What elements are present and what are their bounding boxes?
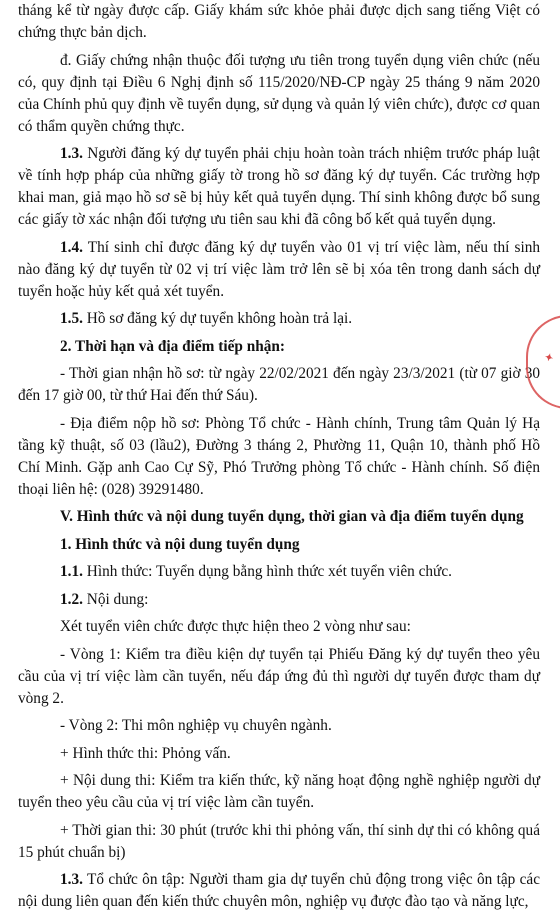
heading-form-content: 1. Hình thức và nội dung tuyển dụng [60, 535, 300, 553]
label-1-1: 1.1. [60, 563, 83, 580]
paragraph-receiving-time: - Thời gian nhận hồ sơ: từ ngày 22/02/2021 đến ngày 23/3/2021 (từ 07 giờ 30 đến 17 giờ 00, từ thứ Hai đến thứ Sáu). [18, 365, 540, 404]
paragraph-1-5-no-return [18, 308, 540, 330]
seal-mark-icon: ✦ [543, 352, 557, 363]
paragraph-exam-form: + Hình thức thi: Phỏng vấn. [60, 744, 231, 762]
text-1-3-review: Tổ chức ôn tập: Người tham gia dự tuyển chủ động trong việc ôn tập các nội dung liên quan đến kiến thức chuyên môn, nghiệp vụ được đào tạo và năng lực, [18, 871, 540, 910]
paragraph-round-2: - Vòng 2: Thi môn nghiệp vụ chuyên ngành. [60, 717, 332, 734]
paragraph-cert-translation: tháng kể từ ngày được cấp. Giấy khám sức khỏe phải được dịch sang tiếng Việt có chứng thực bản dịch. [18, 2, 540, 41]
heading-section-v: V. Hình thức và nội dung tuyển dụng, thời gian và địa điểm tuyển dụng [60, 508, 524, 525]
heading-deadline-location: 2. Thời hạn và địa điểm tiếp nhận: [60, 337, 285, 355]
paragraph-exam-content: + Nội dung thi: Kiểm tra kiến thức, kỹ năng hoạt động nghề nghiệp người dự tuyển theo yêu cầu của vị trí việc làm cần tuyển. [18, 772, 540, 811]
paragraph-two-rounds: Xét tuyển viên chức được thực hiện theo 2 vòng như sau: [60, 618, 411, 635]
label-1-2: 1.2. [60, 590, 83, 608]
paragraph-1-1-form [18, 561, 540, 583]
paragraph-round-1: - Vòng 1: Kiểm tra điều kiện dự tuyển tại Phiếu Đăng ký dự tuyển theo yêu cầu của vị trí việc làm cần tuyển, nếu đáp ứng đủ thì người dự tuyển được tham dự vòng 2. [18, 645, 540, 707]
label-1-5: 1.5. [60, 310, 83, 327]
paragraph-1-4-one-position [18, 237, 540, 303]
paragraph-1-3-responsibility [18, 143, 540, 231]
paragraph-submission-location: - Địa điểm nộp hồ sơ: Phòng Tổ chức - Hành chính, Trung tâm Quản lý Hạ tầng kỹ thuật, số 03 (lầu2), Đường 3 tháng 2, Phường 11, Quận 10, thành phố Hồ Chí Minh. Gặp anh Cao Cự Sỹ, Phó Trưởng phòng Tổ chức - Hành chính. Số điện thoại liên hệ: (028) 39291480. [18, 414, 540, 498]
label-1-4: 1.4. [60, 238, 83, 256]
label-1-3-review: 1.3. [60, 871, 83, 888]
paragraph-priority-cert: đ. Giấy chứng nhận thuộc đối tượng ưu tiên trong tuyển dụng viên chức (nếu có, quy định tại Điều 6 Nghị định số 115/2020/NĐ-CP ngày 25 tháng 9 năm 2020 của Chính phủ quy định về tuyển dụng, sử dụng và quản lý viên chức), được cơ quan có thẩm quyền chứng thực. [18, 51, 540, 135]
text-1-5: Hồ sơ đăng ký dự tuyển không hoàn trả lại. [82, 310, 353, 327]
text-1-1: Hình thức: Tuyển dụng bằng hình thức xét tuyển viên chức. [82, 563, 452, 580]
paragraph-exam-time: + Thời gian thi: 30 phút (trước khi thi phỏng vấn, thí sinh dự thi có không quá 15 phút chuẩn bị) [18, 821, 540, 861]
text-1-4: Thí sinh chỉ được đăng ký dự tuyển vào 01 vị trí việc làm, nếu thí sinh nào đăng ký dự tuyển từ 02 vị trí việc làm trở lên sẽ bị xóa tên trong danh sách dự tuyển hoặc hủy kết quả xét tuyển. [18, 238, 540, 300]
paragraph-1-3-review [18, 869, 540, 913]
text-1-3: Người đăng ký dự tuyển phải chịu hoàn toàn trách nhiệm trước pháp luật về tính hợp pháp của những giấy tờ trong hồ sơ đăng ký dự tuyển. Các trường hợp khai man, giả mạo hồ sơ sẽ bị hủy kết quả tuyển dụng. Thí sinh không được bổ sung các giấy tờ xác nhận đối tượng ưu tiên sau khi đã công bố kết quả tuyển dụng. [18, 145, 540, 228]
text-1-2: Nội dung: [82, 590, 149, 608]
paragraph-1-2-content [18, 589, 540, 611]
label-1-3: 1.3. [60, 145, 83, 162]
